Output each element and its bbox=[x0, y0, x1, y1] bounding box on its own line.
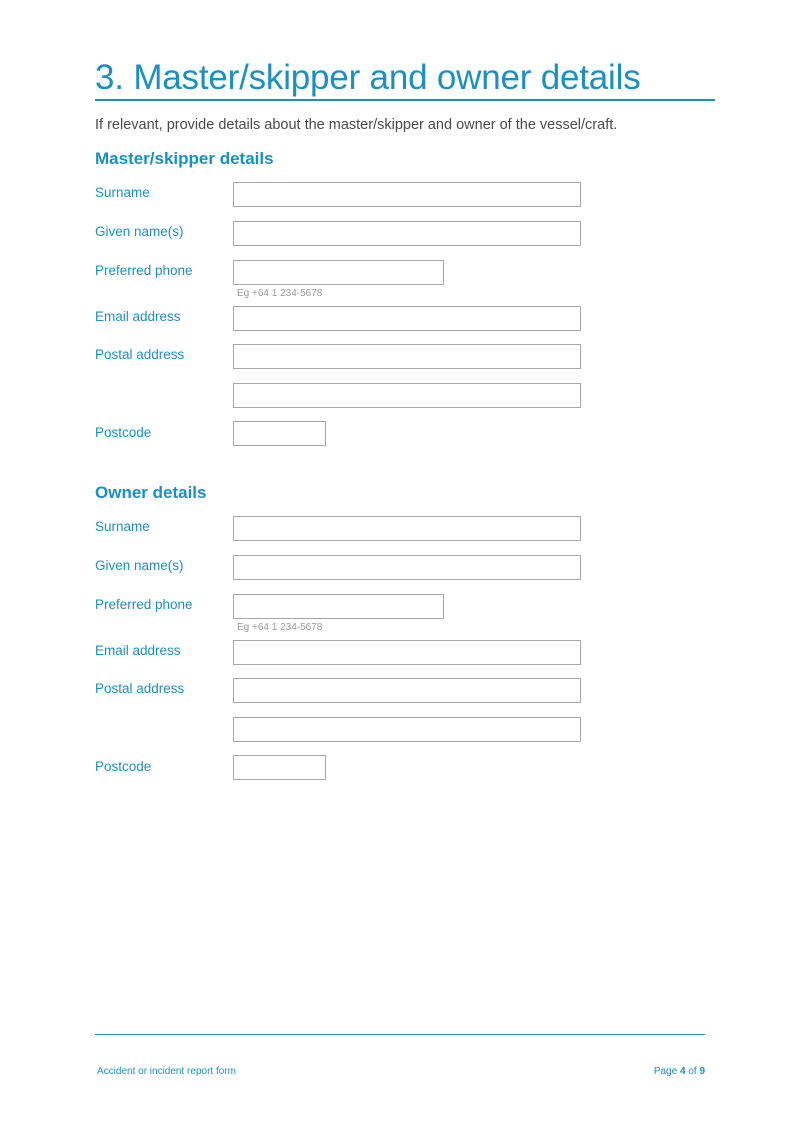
master-email-input[interactable] bbox=[233, 306, 581, 331]
page-title: 3. Master/skipper and owner details bbox=[95, 58, 641, 97]
master-postal-input-line2[interactable] bbox=[233, 383, 581, 408]
master-given-label: Given name(s) bbox=[95, 224, 184, 239]
owner-given-input[interactable] bbox=[233, 555, 581, 580]
page-current: 4 bbox=[679, 1066, 686, 1077]
master-phone-label: Preferred phone bbox=[95, 263, 193, 278]
title-divider bbox=[95, 99, 715, 101]
owner-heading: Owner details bbox=[95, 483, 207, 502]
page-prefix: Page bbox=[653, 1066, 678, 1077]
master-postcode-label: Postcode bbox=[95, 425, 152, 440]
owner-surname-input[interactable] bbox=[233, 516, 581, 541]
owner-given-label: Given name(s) bbox=[95, 558, 184, 573]
master-surname-label: Surname bbox=[95, 185, 150, 200]
footer-divider bbox=[95, 1034, 705, 1035]
master-postal-input-line1[interactable] bbox=[233, 344, 581, 369]
section-intro: If relevant, provide details about the master/skipper and owner of the vessel/craft. bbox=[95, 117, 618, 133]
master-heading: Master/skipper details bbox=[95, 149, 274, 168]
owner-email-label: Email address bbox=[95, 643, 181, 658]
master-email-label: Email address bbox=[95, 309, 181, 324]
master-phone-hint: Eg +64 1 234-5678 bbox=[237, 288, 323, 299]
master-given-input[interactable] bbox=[233, 221, 581, 246]
owner-postcode-label: Postcode bbox=[95, 759, 152, 774]
owner-postal-input-line1[interactable] bbox=[233, 678, 581, 703]
master-surname-input[interactable] bbox=[233, 182, 581, 207]
footer-page-number bbox=[654, 1066, 705, 1077]
owner-email-input[interactable] bbox=[233, 640, 581, 665]
owner-phone-label: Preferred phone bbox=[95, 597, 193, 612]
page-of: of bbox=[688, 1066, 697, 1077]
owner-postal-input-line2[interactable] bbox=[233, 717, 581, 742]
owner-postal-label: Postal address bbox=[95, 681, 185, 696]
owner-phone-hint: Eg +64 1 234-5678 bbox=[237, 622, 323, 633]
footer-form-name: Accident or incident report form bbox=[97, 1066, 236, 1077]
master-postcode-input[interactable] bbox=[233, 421, 326, 446]
master-postal-label: Postal address bbox=[95, 347, 185, 362]
owner-surname-label: Surname bbox=[95, 519, 150, 534]
page-total: 9 bbox=[699, 1066, 705, 1077]
owner-phone-input[interactable] bbox=[233, 594, 444, 619]
master-phone-input[interactable] bbox=[233, 260, 444, 285]
owner-postcode-input[interactable] bbox=[233, 755, 326, 780]
